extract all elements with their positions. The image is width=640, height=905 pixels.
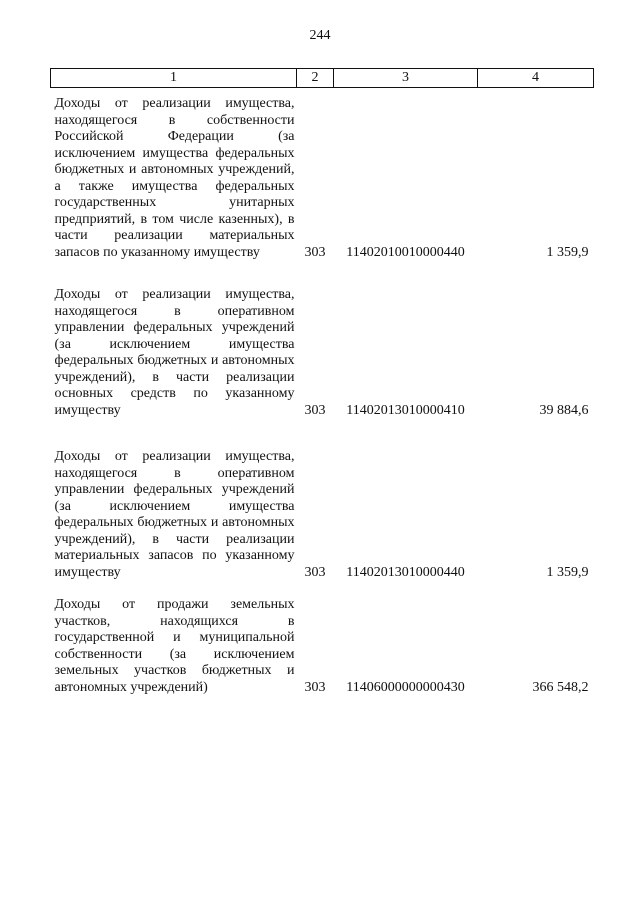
budget-table [50, 68, 594, 696]
income-description: Доходы от реализации имущества, находящегося в оперативном управлении федеральных учреждений (за исключением имущества федеральных бюджетных и автономных учреждений), в части реализации основных средств по указанному имуществу [54, 287, 295, 418]
income-description: Доходы от продажи земельных участков, находящихся в государственной и муниципальной собственности (за исключением земельных участков бюджетных и автономных учреждений) [54, 597, 295, 695]
income-description: Доходы от реализации имущества, находящегося в собственности Российской Федерации (за исключением имущества федеральных бюджетных и автономных учреждений, а также имущества федеральных государственных унитарных предприятий, в том числе казенных), в части реализации материальных запасов по указанному имуществу [54, 96, 295, 260]
table-header-row [51, 69, 594, 88]
table-row [51, 88, 594, 262]
table-row [51, 581, 594, 696]
column-header-3: 3 [334, 69, 478, 88]
amount-value: 1 359,9 [546, 244, 589, 260]
table-row [51, 419, 594, 581]
column-header-1: 1 [51, 69, 297, 88]
income-description: Доходы от реализации имущества, находящегося в оперативном управлении федеральных учреждений (за исключением имущества федеральных бюджетных и автономных учреждений), в части реализации материальных запасов по указанному имуществу [54, 449, 295, 580]
column-header-2: 2 [297, 69, 334, 88]
admin-code: 303 [304, 402, 326, 418]
kbk-code: 11402013010000410 [346, 402, 465, 418]
page-number: 244 [309, 28, 331, 43]
kbk-code: 11406000000000430 [346, 679, 465, 695]
admin-code: 303 [304, 564, 326, 580]
kbk-code: 11402010010000440 [346, 244, 465, 260]
admin-code: 303 [304, 244, 326, 260]
amount-value: 1 359,9 [546, 564, 589, 580]
amount-value: 366 548,2 [532, 679, 589, 695]
amount-value: 39 884,6 [539, 402, 589, 418]
column-header-4: 4 [478, 69, 594, 88]
table-row [51, 261, 594, 419]
kbk-code: 11402013010000440 [346, 564, 465, 580]
admin-code: 303 [304, 679, 326, 695]
